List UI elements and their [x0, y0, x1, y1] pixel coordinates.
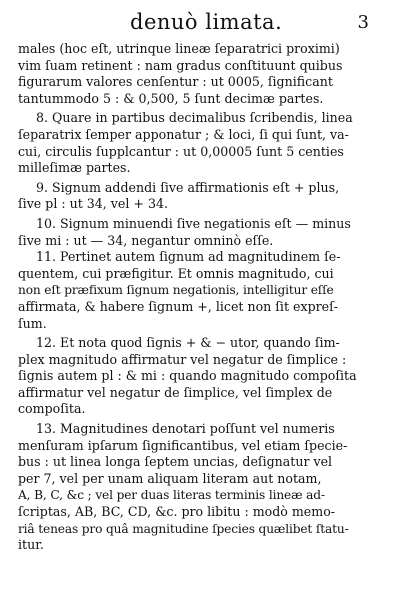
text-line: affirmata, & habere ſignum +, licet non ſit expreſ-	[18, 298, 339, 314]
text-line: plex magnitudo affirmatur vel negatur de ſimplice :	[18, 351, 347, 367]
text-line: riâ teneas pro quâ magnitudine ſpecies quælibet ſtatu-	[18, 521, 349, 536]
text-line: ſive mi : ut — 34, negantur omninò eſſe.	[18, 232, 274, 248]
text-line: menſuram ipſarum ſignificantibus, vel etiam ſpecie-	[18, 437, 348, 453]
page-number: 3	[357, 12, 369, 33]
text-line: vim ſuam retinent : nam gradus conſtituunt quibus	[18, 57, 343, 73]
text-line: 8. Quare in partibus decimalibus ſcribendis, linea	[36, 110, 353, 126]
paragraph-continuation	[18, 41, 390, 107]
text-line: 13. Magnitudines denotari poſſunt vel numeris	[36, 421, 335, 437]
text-line: 10. Signum minuendi ſive negationis eſt — minus	[36, 215, 351, 231]
text-line: per 7, vel per unam aliquam literam aut notam,	[18, 470, 322, 486]
paragraph-9	[18, 180, 390, 213]
text-line: ſum.	[18, 315, 47, 331]
text-line: ſcriptas, AB, BC, CD, &c. pro libitu : modò memo-	[18, 504, 336, 520]
text-line: figurarum valores cenſentur : ut 0005, ſignificant	[18, 74, 333, 90]
paragraph-8	[18, 110, 390, 176]
text-line: 11. Pertinet autem ſignum ad magnitudinem ſe-	[36, 249, 341, 265]
text-line: A, B, C, &c ; vel per duas literas terminis lineæ ad-	[18, 488, 325, 503]
running-title: denuò limata.	[130, 10, 283, 34]
paragraph-13	[18, 421, 390, 554]
running-head	[0, 10, 409, 40]
text-line: compoſita.	[18, 401, 86, 417]
text-line: ſeparatrix ſemper apponatur ; & loci, ſi qui ſunt, va-	[18, 126, 349, 142]
text-line: quentem, cui præfigitur. Et omnis magnitudo, cui	[18, 265, 334, 281]
text-line: bus : ut linea longa ſeptem uncias, deſignatur vel	[18, 454, 333, 470]
paragraph-10-11	[18, 216, 390, 332]
text-line: cui, circulis ſupplcantur : ut 0,00005 ſunt 5 centies	[18, 143, 344, 159]
paragraph-12	[18, 335, 390, 418]
text-line: 12. Et nota quod ſignis + & − utor, quando ſim-	[36, 335, 340, 351]
text-line: itur.	[18, 537, 44, 553]
text-line: ſignis autem pl : & mi : quando magnitudo compoſita	[18, 368, 357, 384]
text-line: affirmatur vel negatur de ſimplice, vel ſimplex de	[18, 384, 333, 400]
body-text	[18, 41, 390, 554]
text-line: tantummodo 5 : & 0,500, 5 ſunt decimæ partes.	[18, 90, 324, 106]
text-line: ſive pl : ut 34, vel + 34.	[18, 196, 168, 212]
text-line: milleſimæ partes.	[18, 160, 131, 176]
text-line: males (hoc eſt, utrinque lineæ ſeparatrici proximi)	[18, 41, 340, 56]
text-line: 9. Signum addendi ſive affirmationis eſt + plus,	[36, 179, 340, 195]
text-line: non eſt præfixum ſignum negationis, intelligitur eſſe	[18, 283, 334, 298]
